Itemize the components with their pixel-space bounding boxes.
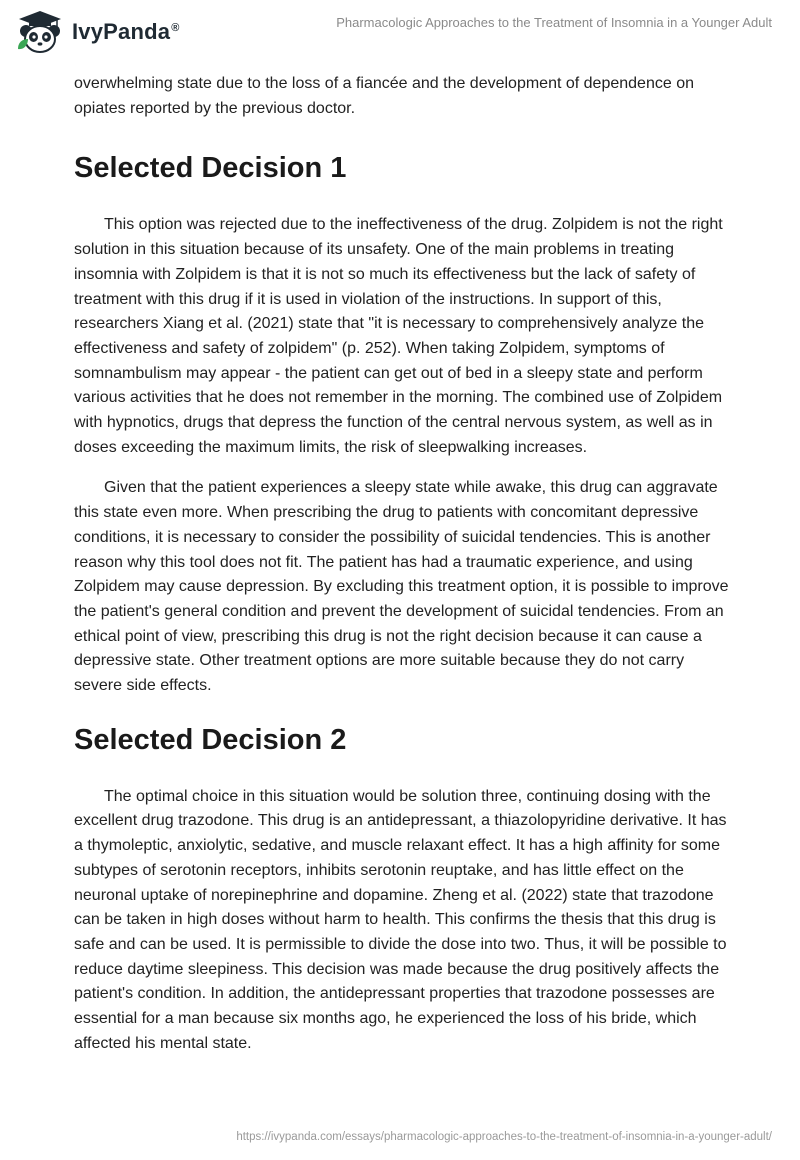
paragraph: Given that the patient experiences a sleepy state while awake, this drug can aggravate this state even more. When prescribing the drug to patients with concomitant depressive conditions, it is necessary to consider the possibility of suicidal tendencies. This is another reason why this tool does not fit. The patient has had a traumatic experience, and using Zolpidem may cause depression. By excluding this treatment option, it is possible to improve the patient's general condition and prevent the development of suicidal tendencies. From an ethical point of view, prescribing this drug is not the right decision because it can cause a depressive state. Other treatment options are more suitable because they do not carry severe side effects. — [74, 479, 729, 695]
page-header — [0, 0, 800, 62]
brand-logo-link[interactable] — [14, 9, 180, 55]
paragraph: The optimal choice in this situation would be solution three, continuing dosing with the excellent drug trazodone. This drug is an antidepressant, a thiazolopyridine derivative. It has a thymoleptic, anxiolytic, sedative, and muscle relaxant effect. It has a high affinity for some subtypes of serotonin receptors, inhibits serotonin reuptake, and has little effect on the neuronal uptake of norepinephrine and dopamine. Zheng et al. (2022) state that trazodone can be taken in high doses without harm to health. This confirms the thesis that this drug is safe and can be used. It is permissible to divide the dose into two. Thus, it will be possible to reduce daytime sleepiness. This decision was made because the drug positively affects the patient's condition. In addition, the antidepressant properties that trazodone possesses are essential for a man because six months ago, he experienced the loss of his bride, which affected his mental state. — [74, 787, 727, 1052]
section-heading-decision-2: Selected Decision 2 — [74, 723, 347, 756]
running-title: Pharmacologic Approaches to the Treatment of Insomnia in a Younger Adult — [336, 15, 772, 30]
registered-mark: ® — [171, 21, 180, 34]
article-body — [74, 72, 734, 1057]
brand-name: IvyPanda® — [72, 19, 180, 44]
source-url-link[interactable]: https://ivypanda.com/essays/pharmacologic-approaches-to-the-treatment-of-insomnia-in-a-younger-adult/ — [236, 1131, 772, 1143]
panda-graduate-icon — [14, 9, 66, 55]
intro-fragment: overwhelming state due to the loss of a fiancée and the development of dependence on opiates reported by the previous doctor. — [74, 75, 694, 117]
section-heading-decision-1: Selected Decision 1 — [74, 152, 347, 185]
paragraph: This option was rejected due to the ineffectiveness of the drug. Zolpidem is not the right solution in this situation because of its unsafety. One of the main problems in treating insomnia with Zolpidem is that it is not so much its effectiveness but the lack of safety of treatment with this drug if it is used in violation of the instructions. In support of this, researchers Xiang et al. (2021) state that "it is necessary to comprehensively analyze the effectiveness and safety of zolpidem" (p. 252). When taking Zolpidem, symptoms of somnambulism may appear - the patient can get out of bed in a sleepy state and perform various activities that he does not remember in the morning. The combined use of Zolpidem with hypnotics, drugs that depress the function of the central nervous system, as well as in doses exceeding the maximum limits, the risk of sleepwalking increases. — [74, 216, 723, 456]
